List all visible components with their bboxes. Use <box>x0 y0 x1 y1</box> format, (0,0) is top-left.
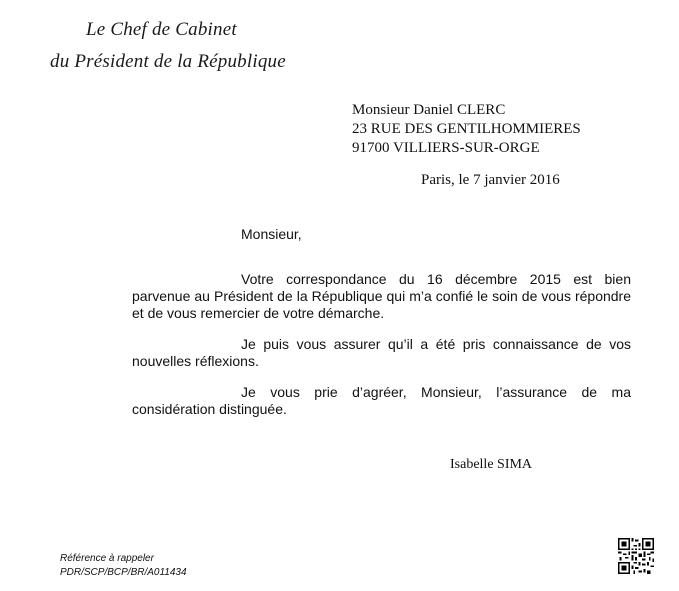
recipient-street: 23 RUE DES GENTILHOMMIERES <box>352 121 581 137</box>
letterhead-title: Le Chef de Cabinet <box>86 19 237 40</box>
reference-label: Référence à rappeler <box>60 553 154 564</box>
body-paragraph: Je vous prie d’agréer, Monsieur, l’assurance de ma considération distinguée. <box>132 384 631 417</box>
recipient-city: 91700 VILLIERS-SUR-ORGE <box>352 140 540 156</box>
letter-date: Paris, le 7 janvier 2016 <box>421 172 560 188</box>
reference-code: PDR/SCP/BCP/BR/A011434 <box>60 567 187 578</box>
qr-code-icon <box>618 538 654 574</box>
body-paragraph: Votre correspondance du 16 décembre 2015 est bien parvenue au Président de la République qui m’a confié le soin de vous répondre et de vous remercier de votre démarche. <box>132 271 631 321</box>
salutation: Monsieur, <box>241 226 302 242</box>
reference-block <box>60 552 187 580</box>
recipient-address <box>352 101 581 158</box>
body-paragraph: Je puis vous assurer qu’il a été pris connaissance de vos nouvelles réflexions. <box>132 336 631 369</box>
signature: Isabelle SIMA <box>450 457 533 472</box>
letterhead-subtitle: du Président de la République <box>50 51 286 72</box>
recipient-name: Monsieur Daniel CLERC <box>352 102 506 118</box>
